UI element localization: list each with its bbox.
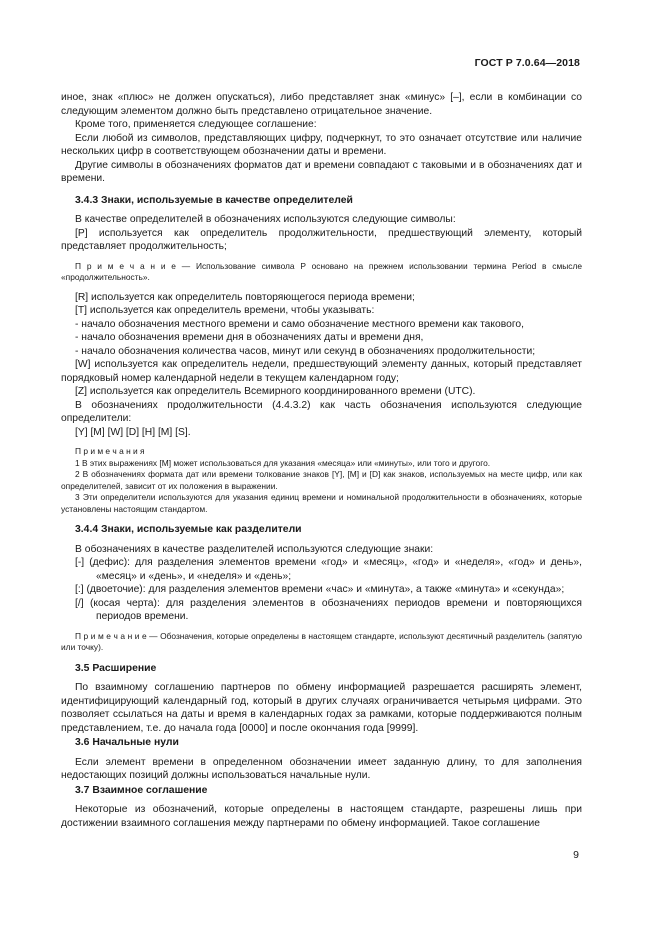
standard-header: ГОСТ Р 7.0.64—2018: [474, 57, 580, 69]
note: [61, 631, 582, 654]
paragraph: [:] (двоеточие): для разделения элементов времени «час» и «минута», а также «минута» и «секунда»;: [75, 584, 565, 595]
paragraph: Кроме того, применяется следующее соглашение:: [75, 119, 317, 130]
paragraph: Если элемент времени в определенном обозначении имеет заданную длину, то для заполнения недостающих позиций должны использоваться начальные нули.: [61, 756, 582, 781]
paragraph: [Z] используется как определитель Всемирного координированного времени (UTC).: [75, 386, 476, 397]
note: [61, 492, 582, 515]
document-body: [61, 91, 582, 830]
paragraph: В обозначениях продолжительности (4.4.3.2) как часть обозначения используются следующие определители:: [61, 399, 582, 424]
paragraph: Если любой из символов, представляющих цифру, подчеркнут, то это означает отсутствие или наличие нескольких цифр в соответствующем обозначении даты и времени.: [61, 132, 582, 157]
section-heading: 3.6 Начальные нули: [75, 737, 179, 748]
paragraph: [P] используется как определитель продолжительности, предшествующий элементу, который представляет продолжительность;: [61, 227, 582, 252]
note-text: 2 В обозначениях формата дат или времени толкование знаков [Y], [M] и [D] как знаков, используемых на месте цифр, или как определителей, зависит от их положения в выражении.: [61, 469, 582, 491]
paragraph: [Y] [M] [W] [D] [H] [M] [S].: [75, 426, 191, 438]
section-heading: 3.5 Расширение: [75, 662, 157, 674]
note-text: 3 Эти определители используются для указания единиц времени и номинальной продолжительности в обозначениях, которые установлены настоящим стандартом.: [61, 492, 582, 514]
paragraph: [-] (дефис): для разделения элементов времени «год» и «месяц», «год» и «неделя», «год» и день», «месяц» и «день», и «неделя» и «день»;: [75, 557, 582, 582]
paragraph: - начало обозначения времени дня в обозначениях даты и времени дня,: [75, 332, 424, 343]
section-heading: 3.4.3 Знаки, используемые в качестве определителей: [75, 194, 353, 206]
paragraph: иное, знак «плюс» не должен опускаться), либо представляет знак «минус» [–], если в комбинации со следующим элементом должно быть представлено отрицательное значение.: [61, 92, 582, 117]
paragraph: По взаимному соглашению партнеров по обмену информацией разрешается расширять элемент, идентифицирующий календарный год, который в других случаях ограничивается четырьмя цифрами. Это позволяет ссылаться на даты и время в календарных годах за рамками, которые поддерживаются полным представлением, т.е. до начала года [0000] и после окончания года [9999].: [61, 682, 582, 734]
note-text: — Использование символа P основано на прежнем использовании термина Period в смысле «продолжительность».: [61, 260, 582, 282]
note: [61, 458, 582, 470]
paragraph: [/] (косая черта): для разделения элементов в обозначениях периодов времени и повторяющихся периодов времени.: [75, 597, 582, 622]
section-heading: 3.7 Взаимное соглашение: [75, 784, 208, 796]
paragraph: Другие символы в обозначениях форматов дат и времени совпадают с таковыми и в обозначениях дат и времени.: [61, 159, 582, 184]
note-text: 1 В этих выражениях [M] может использоваться для указания «месяца» или «минуты», или того и другого.: [75, 457, 491, 468]
paragraph: В обозначениях в качестве разделителей используются следующие знаки:: [75, 543, 434, 555]
note: [61, 446, 582, 458]
note-label: П р и м е ч а н и е: [75, 630, 147, 641]
paragraph: [T] используется как определитель времени, чтобы указывать:: [75, 305, 375, 316]
paragraph: В качестве определителей в обозначениях используются следующие символы:: [75, 214, 456, 225]
note-label: П р и м е ч а н и я: [75, 446, 145, 456]
paragraph: - начало обозначения количества часов, минут или секунд в обозначениях продолжительности;: [75, 345, 536, 357]
paragraph: [W] используется как определитель недели, предшествующий элементу данных, который представляет порядковый номер календарной недели в текущем календарном году;: [61, 359, 582, 384]
paragraph: [R] используется как определитель повторяющегося периода времени;: [75, 291, 415, 303]
note-text: — Обозначения, которые определены в настоящем стандарте, используют десятичный разделитель (запятую или точку).: [61, 630, 583, 652]
note-label: П р и м е ч а н и е: [75, 260, 176, 271]
section-heading: 3.4.4 Знаки, используемые как разделители: [75, 524, 302, 535]
page-number: 9: [573, 849, 579, 861]
paragraph: - начало обозначения местного времени и само обозначение местного времени как такового,: [75, 318, 524, 330]
note: [61, 261, 582, 284]
note: [61, 469, 582, 492]
paragraph: Некоторые из обозначений, которые определены в настоящем стандарте, разрешены лишь при достижении взаимного соглашения между партнерами по обмену информацией. Такое соглашение: [61, 804, 582, 829]
